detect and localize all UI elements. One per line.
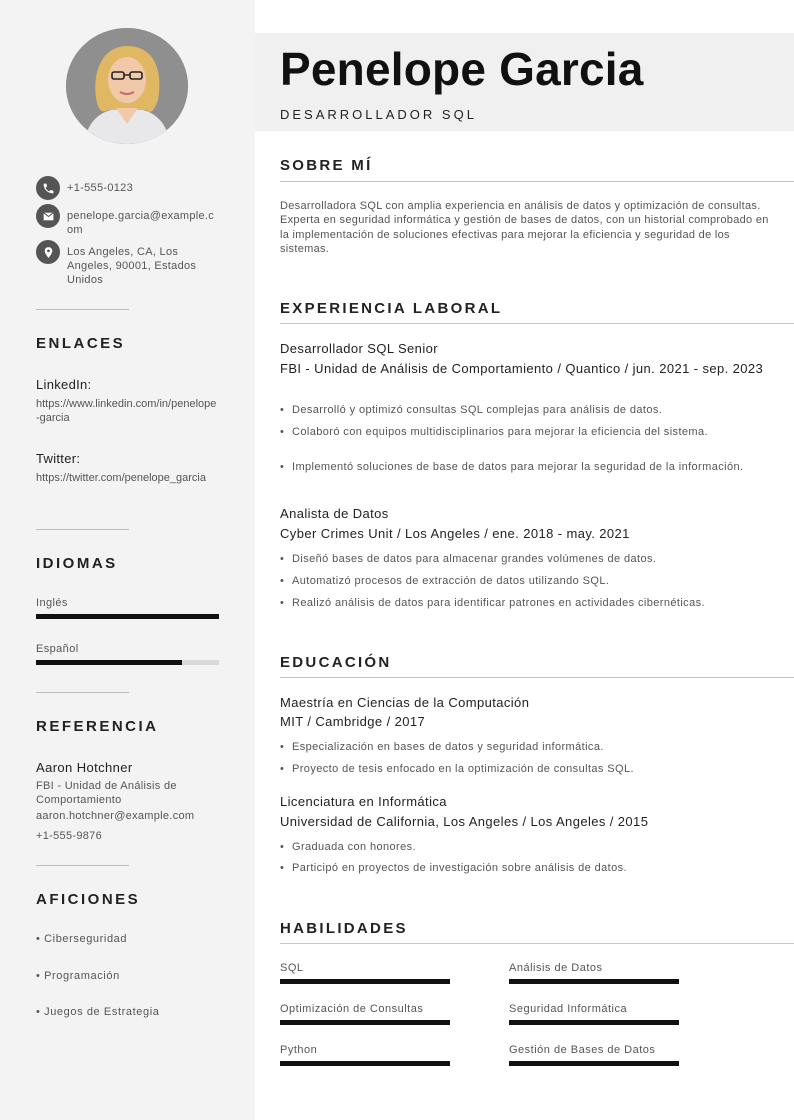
reference-heading: REFERENCIA xyxy=(36,718,159,735)
skill-bar-fill xyxy=(509,979,679,984)
skill-bar-fill xyxy=(280,1061,450,1066)
skill-label: Optimización de Consultas xyxy=(280,1003,424,1015)
skills-heading: HABILIDADES xyxy=(280,920,408,937)
language-bar-fill xyxy=(36,614,219,619)
reference-phone: +1-555-9876 xyxy=(36,830,102,842)
location-pin-icon xyxy=(36,240,60,264)
education-heading: EDUCACIÓN xyxy=(280,654,392,671)
bullet-text: Desarrolló y optimizó consultas SQL complejas para análisis de datos. xyxy=(292,404,663,416)
education-bullet: • Proyecto de tesis enfocado en la optimización de consultas SQL. xyxy=(280,763,634,775)
bullet-text: Proyecto de tesis enfocado en la optimización de consultas SQL. xyxy=(292,763,634,775)
job-bullet: • Diseñó bases de datos para almacenar grandes volúmenes de datos. xyxy=(280,553,657,565)
skill-bar xyxy=(280,979,450,984)
linkedin-link[interactable]: https://www.linkedin.com/in/penelope-garcia xyxy=(36,398,217,424)
sidebar-divider xyxy=(36,865,129,866)
contact-address xyxy=(36,245,217,287)
section-rule xyxy=(280,181,794,182)
reference-email[interactable]: aaron.hotchner@example.com xyxy=(36,810,195,822)
address-text: Los Angeles, CA, Los Angeles, 90001, Estados Unidos xyxy=(67,246,197,286)
links-heading: ENLACES xyxy=(36,335,126,352)
language-bar-fill xyxy=(36,660,182,665)
job-title: DESARROLLADOR SQL xyxy=(280,107,477,122)
hobby-item: • Programación xyxy=(36,970,120,982)
skill-label: Gestión de Bases de Datos xyxy=(509,1044,656,1056)
bullet-text: Automatizó procesos de extracción de datos utilizando SQL. xyxy=(292,575,610,587)
section-rule xyxy=(280,323,794,324)
sidebar-divider xyxy=(36,309,129,310)
language-bar xyxy=(36,614,219,619)
skill-bar xyxy=(509,1061,679,1066)
education-bullet: • Graduada con honores. xyxy=(280,841,416,853)
skill-bar xyxy=(280,1020,450,1025)
job-bullet: • Colaboró con equipos multidisciplinarios para mejorar la eficiencia del sistema. xyxy=(280,426,708,438)
phone-text: +1-555-0123 xyxy=(67,182,133,194)
skill-label: SQL xyxy=(280,962,304,974)
sidebar-divider xyxy=(36,692,129,693)
section-rule xyxy=(280,677,794,678)
degree-institution: MIT / Cambridge / 2017 xyxy=(280,714,426,729)
hobbies-heading: AFICIONES xyxy=(36,891,141,908)
skill-bar xyxy=(509,1020,679,1025)
languages-heading: IDIOMAS xyxy=(36,555,118,572)
hobby-label: Juegos de Estrategia xyxy=(44,1006,160,1018)
profile-photo xyxy=(66,28,188,144)
bullet-text: Diseñó bases de datos para almacenar grandes volúmenes de datos. xyxy=(292,553,657,565)
twitter-label: Twitter: xyxy=(36,451,81,466)
hobby-item: • Juegos de Estrategia xyxy=(36,1006,160,1018)
hobby-label: Ciberseguridad xyxy=(44,933,128,945)
email-text[interactable]: penelope.garcia@example.com xyxy=(67,210,215,236)
sidebar xyxy=(0,0,255,1120)
profile-photo-image xyxy=(66,28,188,144)
skill-label: Análisis de Datos xyxy=(509,962,603,974)
bullet-text: Colaboró con equipos multidisciplinarios para mejorar la eficiencia del sistema. xyxy=(292,426,708,438)
about-text: Desarrolladora SQL con amplia experiencia en análisis de datos y optimización de consultas. Experta en seguridad informática y gestión de bases de datos, con un historial comprobado en la implementación de soluciones efectivas para mejorar la eficiencia y seguridad de los sistemas. xyxy=(280,200,769,255)
skill-bar-fill xyxy=(509,1061,679,1066)
skill-label: Python xyxy=(280,1044,318,1056)
skill-bar-fill xyxy=(280,979,450,984)
language-label: Español xyxy=(36,643,79,655)
bullet-text: Graduada con honores. xyxy=(292,841,416,853)
hobby-label: Programación xyxy=(44,970,120,982)
skill-label: Seguridad Informática xyxy=(509,1003,628,1015)
reference-name: Aaron Hotchner xyxy=(36,760,133,775)
degree-title: Maestría en Ciencias de la Computación xyxy=(280,695,530,710)
job-employer: Cyber Crimes Unit / Los Angeles / ene. 2018 - may. 2021 xyxy=(280,526,630,541)
hobby-item: • Ciberseguridad xyxy=(36,933,128,945)
language-label: Inglés xyxy=(36,597,68,609)
contact-email xyxy=(36,209,217,237)
skill-bar xyxy=(509,979,679,984)
experience-heading: EXPERIENCIA LABORAL xyxy=(280,300,503,317)
job-employer: FBI - Unidad de Análisis de Comportamiento / Quantico / jun. 2021 - sep. 2023 xyxy=(280,361,764,376)
about-heading: SOBRE MÍ xyxy=(280,157,373,174)
linkedin-label: LinkedIn: xyxy=(36,377,92,392)
degree-title: Licenciatura en Informática xyxy=(280,794,447,809)
degree-institution: Universidad de California, Los Angeles / Los Angeles / 2015 xyxy=(280,814,649,829)
job-bullet: • Desarrolló y optimizó consultas SQL complejas para análisis de datos. xyxy=(280,404,663,416)
reference-org: FBI - Unidad de Análisis de Comportamiento xyxy=(36,780,177,806)
section-rule xyxy=(280,943,794,944)
contact-phone xyxy=(36,181,217,200)
education-bullet: • Participó en proyectos de investigación sobre análisis de datos. xyxy=(280,862,628,874)
job-bullet: • Implementó soluciones de base de datos para mejorar la seguridad de la información. xyxy=(280,461,744,473)
skill-bar-fill xyxy=(280,1020,450,1025)
bullet-text: Participó en proyectos de investigación sobre análisis de datos. xyxy=(292,862,628,874)
candidate-name: Penelope Garcia xyxy=(280,43,644,95)
bullet-text: Especialización en bases de datos y seguridad informática. xyxy=(292,741,604,753)
language-bar xyxy=(36,660,219,665)
job-bullet: • Realizó análisis de datos para identificar patrones en actividades cibernéticas. xyxy=(280,597,705,609)
skill-bar-fill xyxy=(509,1020,679,1025)
skill-bar xyxy=(280,1061,450,1066)
envelope-icon xyxy=(36,204,60,228)
job-position: Desarrollador SQL Senior xyxy=(280,341,438,356)
phone-icon xyxy=(36,176,60,200)
sidebar-divider xyxy=(36,529,129,530)
education-bullet: • Especialización en bases de datos y seguridad informática. xyxy=(280,741,604,753)
twitter-link[interactable]: https://twitter.com/penelope_garcia xyxy=(36,472,206,484)
bullet-text: Implementó soluciones de base de datos para mejorar la seguridad de la información. xyxy=(292,461,744,473)
job-bullet: • Automatizó procesos de extracción de datos utilizando SQL. xyxy=(280,575,610,587)
bullet-text: Realizó análisis de datos para identificar patrones en actividades cibernéticas. xyxy=(292,597,705,609)
job-position: Analista de Datos xyxy=(280,506,389,521)
